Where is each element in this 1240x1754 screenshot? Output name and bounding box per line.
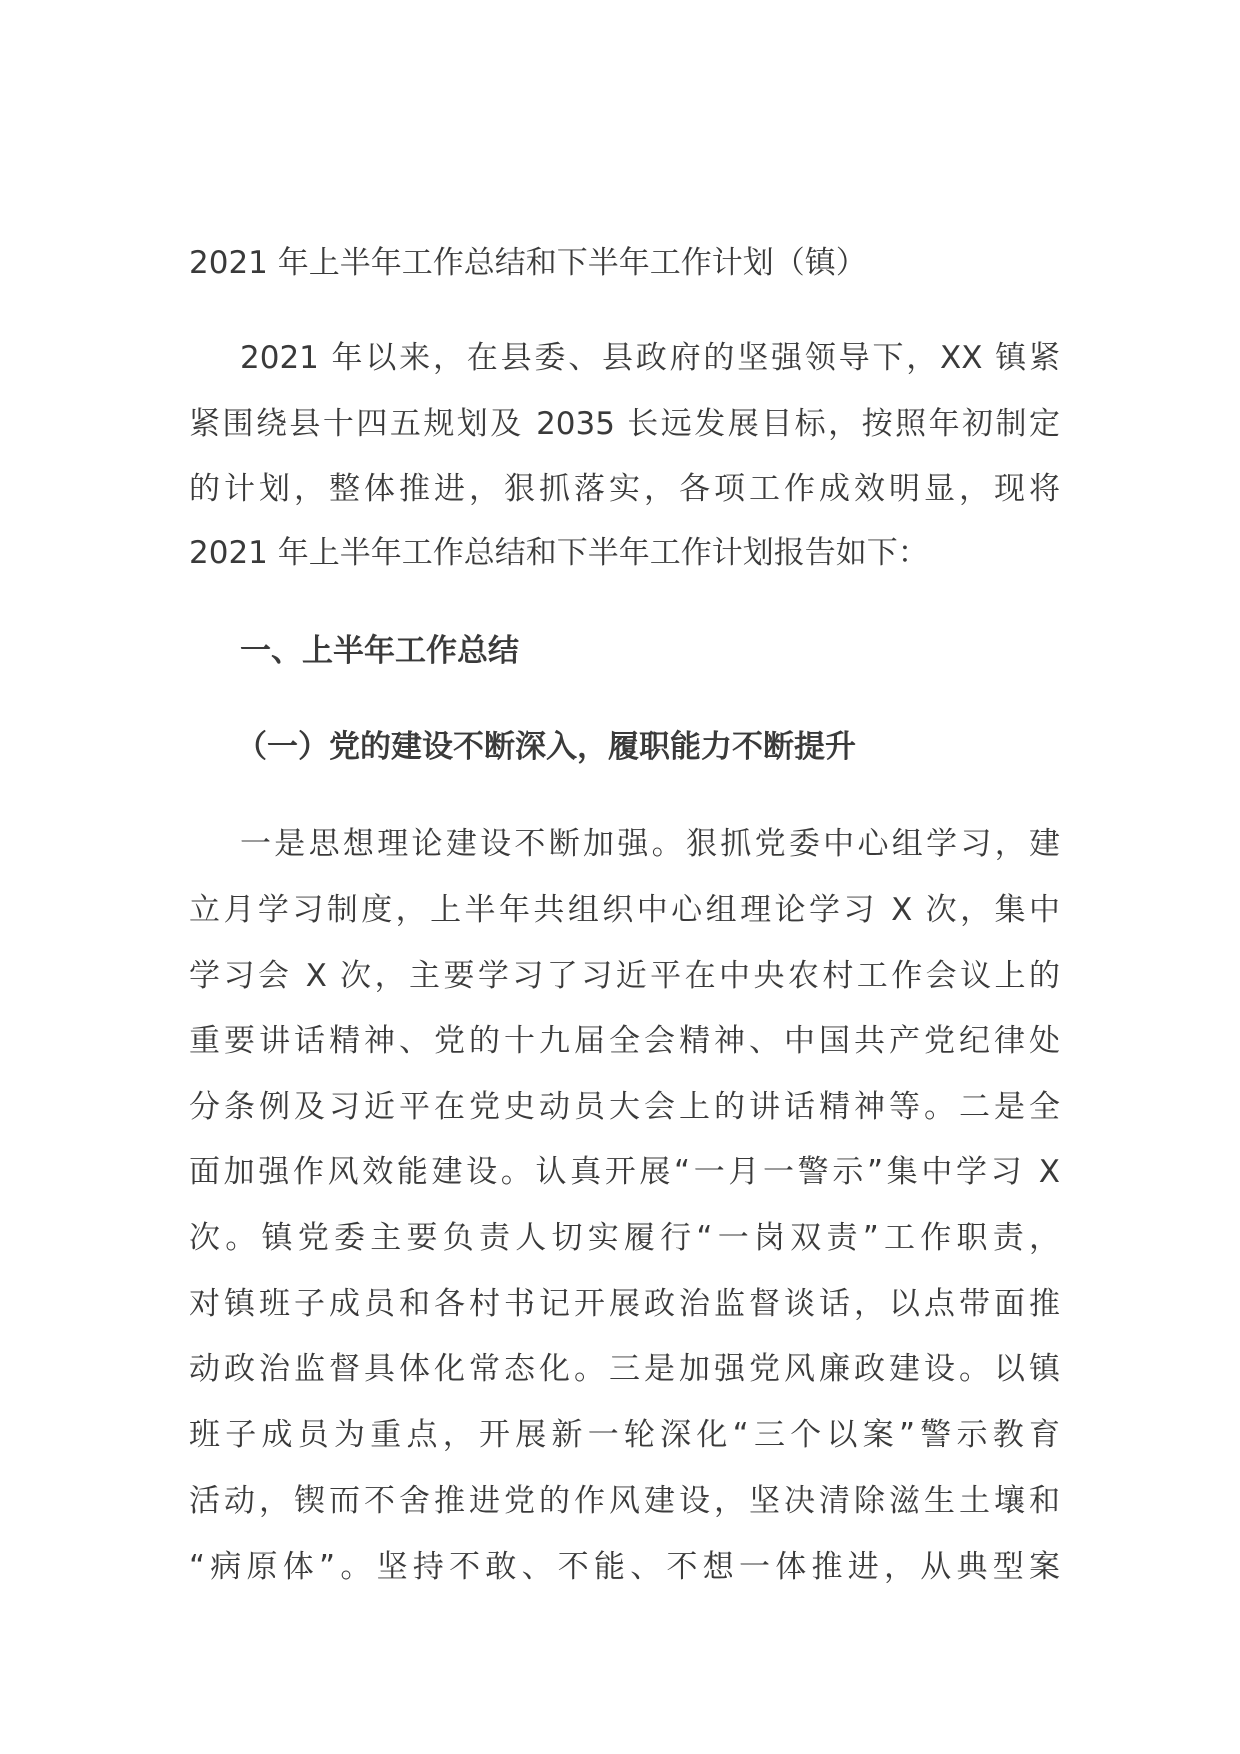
body-line: 对镇班子成员和各村书记开展政治监督谈话，以点带面推 [189,1286,1060,1322]
intro-line: 紧围绕县十四五规划及 2035 长远发展目标，按照年初制定 [189,406,1060,442]
subsection-heading: （一）党的建设不断深入，履职能力不断提升 [236,729,856,765]
body-line: 学习会 X 次，主要学习了习近平在中央农村工作会议上的 [189,958,1060,994]
intro-line: 2021 年以来，在县委、县政府的坚强领导下，XX 镇紧 [240,340,1060,376]
body-line: 一是思想理论建设不断加强。狠抓党委中心组学习，建 [240,826,1060,862]
body-line: 面加强作风效能建设。认真开展“一月一警示”集中学习 X [189,1154,1060,1190]
section-heading: 一、上半年工作总结 [240,633,519,669]
body-line: 动政治监督具体化常态化。三是加强党风廉政建设。以镇 [189,1351,1060,1387]
intro-line: 的计划，整体推进，狠抓落实，各项工作成效明显，现将 [189,471,1060,507]
intro-line: 2021 年上半年工作总结和下半年工作计划报告如下： [189,535,929,571]
body-line: 活动，锲而不舍推进党的作风建设，坚决清除滋生土壤和 [189,1483,1060,1519]
body-line: 班子成员为重点，开展新一轮深化“三个以案”警示教育 [189,1417,1060,1453]
body-line: 次。镇党委主要负责人切实履行“一岗双责”工作职责， [189,1220,1060,1256]
body-line: 重要讲话精神、党的十九届全会精神、中国共产党纪律处 [189,1023,1060,1059]
document-title: 2021 年上半年工作总结和下半年工作计划（镇） [189,245,867,281]
body-line: “病原体”。坚持不敢、不能、不想一体推进，从典型案 [189,1549,1060,1585]
body-line: 分条例及习近平在党史动员大会上的讲话精神等。二是全 [189,1089,1060,1125]
body-line: 立月学习制度，上半年共组织中心组理论学习 X 次，集中 [189,892,1060,928]
